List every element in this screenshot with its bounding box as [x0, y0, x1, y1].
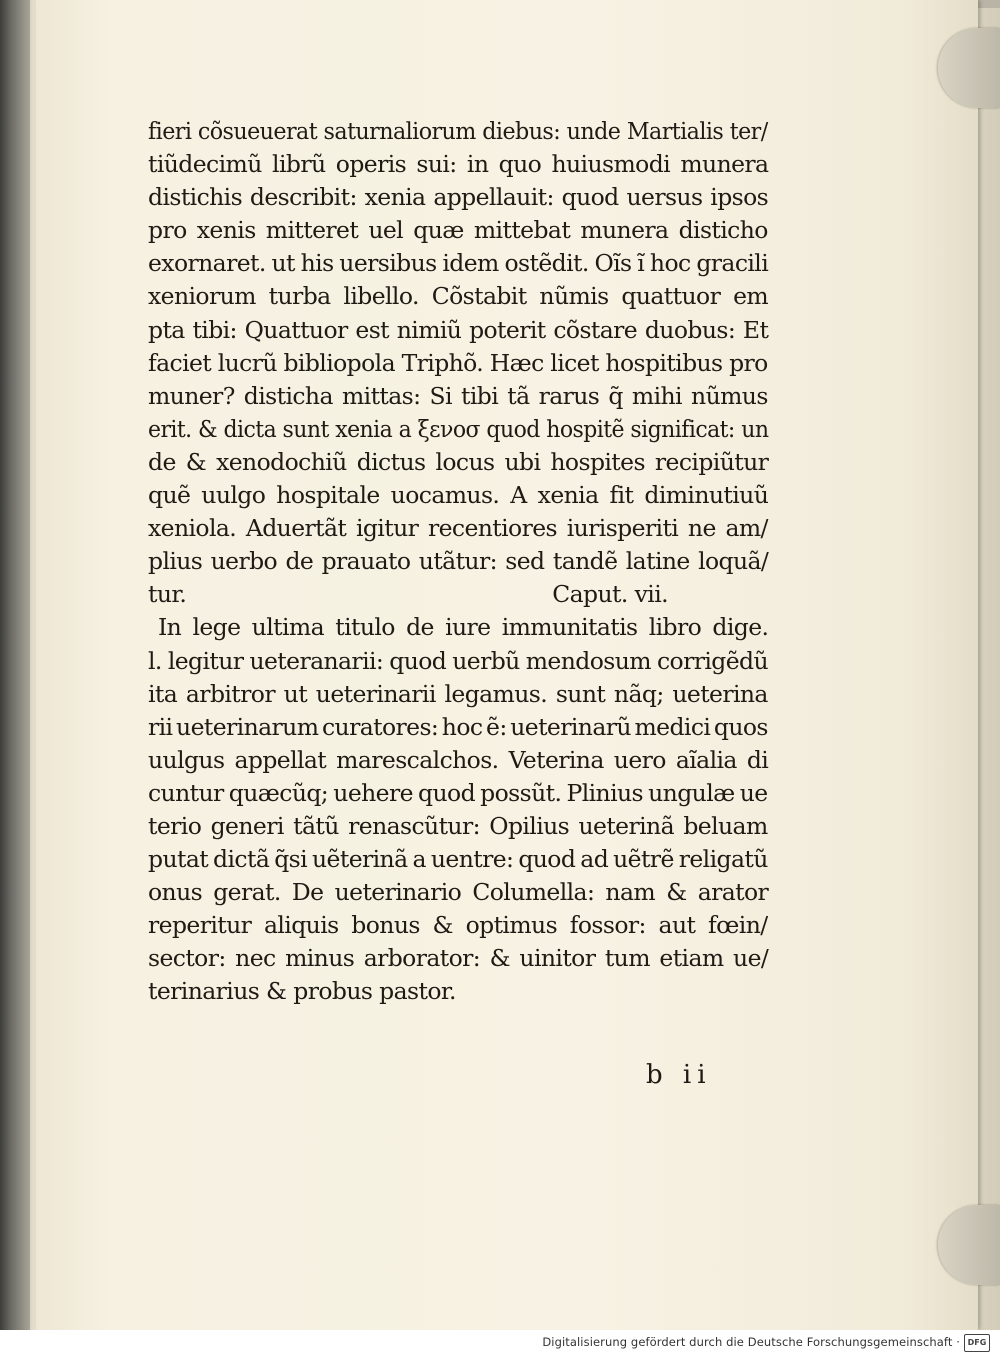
text-line-content: erit. & dicta sunt xenia a ξενοσ quod hospitẽ significat: un [148, 414, 769, 443]
text-line [148, 545, 768, 578]
text-line-content: xeniorum turba libello. Cõstabit nũmis quattuor em [148, 282, 769, 311]
signature-mark: b ii [646, 1060, 712, 1090]
text-line [148, 446, 768, 479]
text-line [148, 512, 768, 545]
text-line-content: putat dictã q̃si uẽterinã a uentre: quod ad uẽtrẽ religatũ [148, 845, 768, 874]
text-line-last [148, 975, 768, 1008]
text-line-content: uulgus appellat marescalchos. Veterina uero aĩalia di [148, 745, 769, 774]
text-line-content: cuntur quæcũq; uehere quod possũt. Plinius ungulæ ue [148, 778, 768, 807]
text-line-content: distichis describit: xenia appellauit: quod uersus ipsos [148, 183, 769, 212]
text-line-content: de & xenodochiũ dictus locus ubi hospites recipiũtur [148, 447, 769, 476]
text-line-content: l. legitur ueteranarii: quod uerbũ mendosum corrigẽdũ [148, 646, 769, 675]
text-line [148, 711, 768, 744]
text-line [148, 115, 768, 148]
text-line-content: quẽ uulgo hospitale uocamus. A xenia fit diminutiuũ [148, 481, 769, 510]
text-line-content: rii ueterinarum curatores: hoc ẽ: ueterinarũ medici quos [148, 712, 768, 741]
text-line-content: faciet lucrũ bibliopola Triphõ. Hæc licet hospitibus pro [148, 348, 768, 377]
text-line-content: xeniola. Aduertãt igitur recentiores iurisperiti ne am/ [148, 514, 768, 543]
text-line [148, 380, 768, 413]
text-line [148, 678, 768, 711]
chapter-heading-row [148, 578, 768, 611]
text-line-content: pta tibi: Quattuor est nimiũ poterit cõstare duobus: Et [148, 315, 769, 344]
text-line [148, 181, 768, 214]
text-line [148, 247, 768, 280]
text-line-content: sector: nec minus arborator: & uinitor tum etiam ue/ [148, 944, 769, 973]
text-line-content: exornaret. ut his uersibus idem ostẽdit. Oĩs ĩ hoc gracili [148, 249, 769, 278]
text-line-content: terinarius & probus pastor. [148, 977, 456, 1006]
text-line-end: tur. [148, 580, 187, 609]
text-line [148, 479, 768, 512]
footer-bar [0, 1330, 1000, 1358]
text-line [148, 843, 768, 876]
text-line-content: tiũdecimũ librũ operis sui: in quo huiusmodi munera [148, 150, 769, 179]
text-line [148, 942, 768, 975]
text-line-content: terio generi tãtũ renascũtur: Opilius ueterinã beluam [148, 811, 768, 840]
text-line [148, 744, 768, 777]
text-line [148, 148, 768, 181]
page-text [148, 115, 768, 1009]
text-line-content: muner? disticha mittas: Si tibi tã rarus q̃ mihi nũmus [148, 381, 768, 410]
text-line [148, 777, 768, 810]
text-line [148, 876, 768, 909]
text-line-content: onus gerat. De ueterinario Columella: nam & arator [148, 878, 769, 907]
text-line [148, 909, 768, 942]
text-line [148, 645, 768, 678]
chapter-heading: Caput. vii. [552, 580, 668, 609]
text-line-content: In lege ultima titulo de iure immunitatis libro dige. [158, 613, 769, 642]
text-line [148, 611, 768, 644]
text-line [148, 314, 768, 347]
text-line-content: reperitur aliquis bonus & optimus fossor: aut fœin/ [148, 911, 768, 940]
text-line [148, 214, 768, 247]
footer-credit: Digitalisierung gefördert durch die Deutsche Forschungsgemeinschaft · [542, 1335, 960, 1349]
text-line-content: ita arbitror ut ueterinarii legamus. sunt nãq; ueterina [148, 679, 768, 708]
text-line [148, 280, 768, 313]
text-line-content: fieri cõsueuerat saturnaliorum diebus: unde Martialis ter/ [148, 117, 768, 145]
dfg-logo-icon: DFG [964, 1334, 990, 1352]
text-line-content: plius uerbo de prauato utãtur: sed tandẽ latine loquã/ [148, 547, 769, 576]
text-line [148, 413, 768, 446]
text-line [148, 347, 768, 380]
text-line-content: pro xenis mitteret uel quæ mittebat munera disticho [148, 216, 768, 245]
text-line [148, 810, 768, 843]
